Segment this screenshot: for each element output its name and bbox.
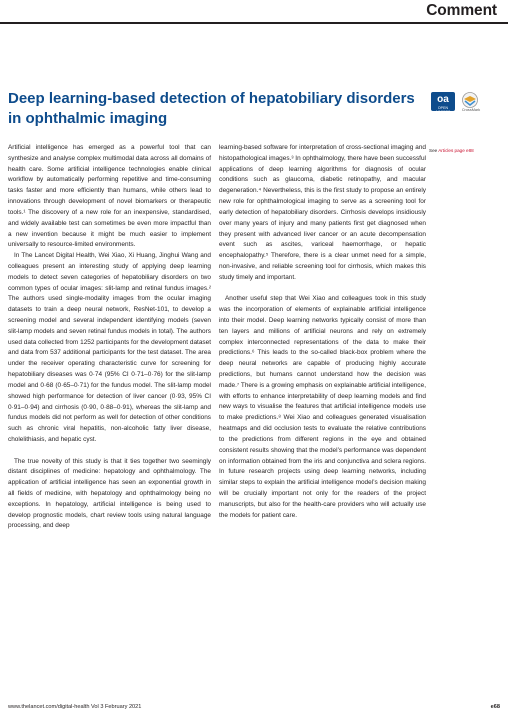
journal-footer: www.thelancet.com/digital-health Vol 3 February 2021 xyxy=(8,704,142,710)
page-number: e68 xyxy=(490,704,500,710)
paragraph: Artificial intelligence has emerged as a powerful tool that can synthesize and analyse complex multimodal data across all domains of health care. Some artificial intelligence technologies enable clinical workflow by automatically performing repetitive and time-consuming tasks faster and more efficiently than humans, while others lead to innovations through development of novel biomarkers or therapeutic tools.¹ The discovery of a new role for an inexpensive, standardised, and widely available test can sometimes be even more impactful than a new invention because it might be much easier to implement universally to resource-limited environments. xyxy=(8,144,211,249)
open-access-icon xyxy=(431,92,455,114)
paragraph: In The Lancet Digital Health, Wei Xiao, Xi Huang, Jinghui Wang and colleagues present an interesting study of applying deep learning models to detect seven categories of hepatobiliary disorders on two common types of ocular images: slit-lamp and retinal fundus images.² The authors used single-modality images from the ocular imaging datasets to train a deep neural network, ResNet-101, to develop a screening model and several independent identifying models (seven slit-lamp models and seven retinal fundus models in total). The authors used data collected from 1252 participants for the development dataset and data from 537 additional participants for the test dataset. The area under the receiver operating characteristic curve for screening for hepatobiliary diseases was 0·74 (95% CI 0·71–0·76) for the slit-lamp model and 0·68 (0·65–0·71) for the fundus model. The slit-lamp model showed high performance for detection of liver cancer (0·93, 95% CI 0·91–0·94) and cirrhosis (0·90, 0·88–0·91), whereas the slit-lamp and fundus models did not perform as well for detection of other conditions such as chronic viral hepatitis, non-alcoholic fatty liver disease, cholelithiasis, and hepatic cyst. xyxy=(8,252,211,443)
section-label: Comment xyxy=(426,2,497,19)
see-also-prefix: See xyxy=(429,148,439,153)
left-column xyxy=(8,143,211,532)
paragraph: Another useful step that Wei Xiao and colleagues took in this study was the incorporation of elements of explainable artificial intelligence into their model. Deep learning networks typically consist of more than ten layers and millions of artificial neurons and rely on extremely complex interconnected representations of the data to make their predictions.⁶ This leads to the so-called black-box problem where the deep neural networks are capable of producing highly accurate predictions, but humans cannot understand how the decision was made.⁷ There is a growing emphasis on explainable artificial intelligence, with efforts to enhance interpretability of deep learning models and find new ways to visualise the features that artificial intelligence models use to make predictions.⁸ Wei Xiao and colleagues generated visualisation heatmaps and did occlusion tests to evaluate the relative contributions to the predictions from different regions in the eye and obtained consistent results showing that the model’s performance was dependent on information obtained from the iris and conjunctiva and sclera regions. In future research projects using deep learning networks, including similar steps to explain the artificial intelligence model’s decision making will be crucially important not only for the readers of the project manuscripts, but also for the health-care providers who will actually use the models for patient care. xyxy=(219,295,426,519)
page-footer xyxy=(8,704,500,713)
see-also-note xyxy=(429,148,505,154)
right-column xyxy=(219,143,426,521)
crossmark-label: CrossMark xyxy=(461,108,481,112)
header-rule xyxy=(0,22,508,24)
oa-badge-subtext: OPEN ACCESS xyxy=(435,106,451,114)
section-header xyxy=(0,0,508,22)
see-also-link[interactable]: Articles page e88 xyxy=(438,148,474,153)
oa-badge-text: oa xyxy=(437,94,449,105)
article-title: Deep learning-based detection of hepatobiliary disorders in ophthalmic imaging xyxy=(8,90,415,127)
paragraph: learning-based software for interpretation of cross-sectional imaging and histopathological images.³ In ophthalmology, there have been successful applications of deep learning algorithms for diagnosis of ocular conditions such as glaucoma, diabetic retinopathy, and macular degeneration.⁴ Nevertheless, this is the first study to propose an entirely new role for ophthalmological imaging to serve as a screening tool for early detection of hepatobiliary disorders. Cirrhosis develops insidiously over many years of injury and many patients first get diagnosed when they present with advanced liver cancer or an acute decompensation event such as ascites, variceal haemorrhage, or hepatic encephalopathy.⁵ Therefore, there is a clear unmet need for a simple, non-invasive, and reliable screening tool for cirrhosis, which makes this study timely and important. xyxy=(219,144,426,281)
paragraph: The true novelty of this study is that it ties together two seemingly distant disciplines of medicine: hepatology and ophthalmology. The application of artificial intelligence has seen an exponential growth in all fields of medicine, with hepatology and ophthalmology being no exceptions. In hepatology, artificial intelligence is being used to develop prognostic models, chart review tools using natural language processing, and deep xyxy=(8,457,211,530)
